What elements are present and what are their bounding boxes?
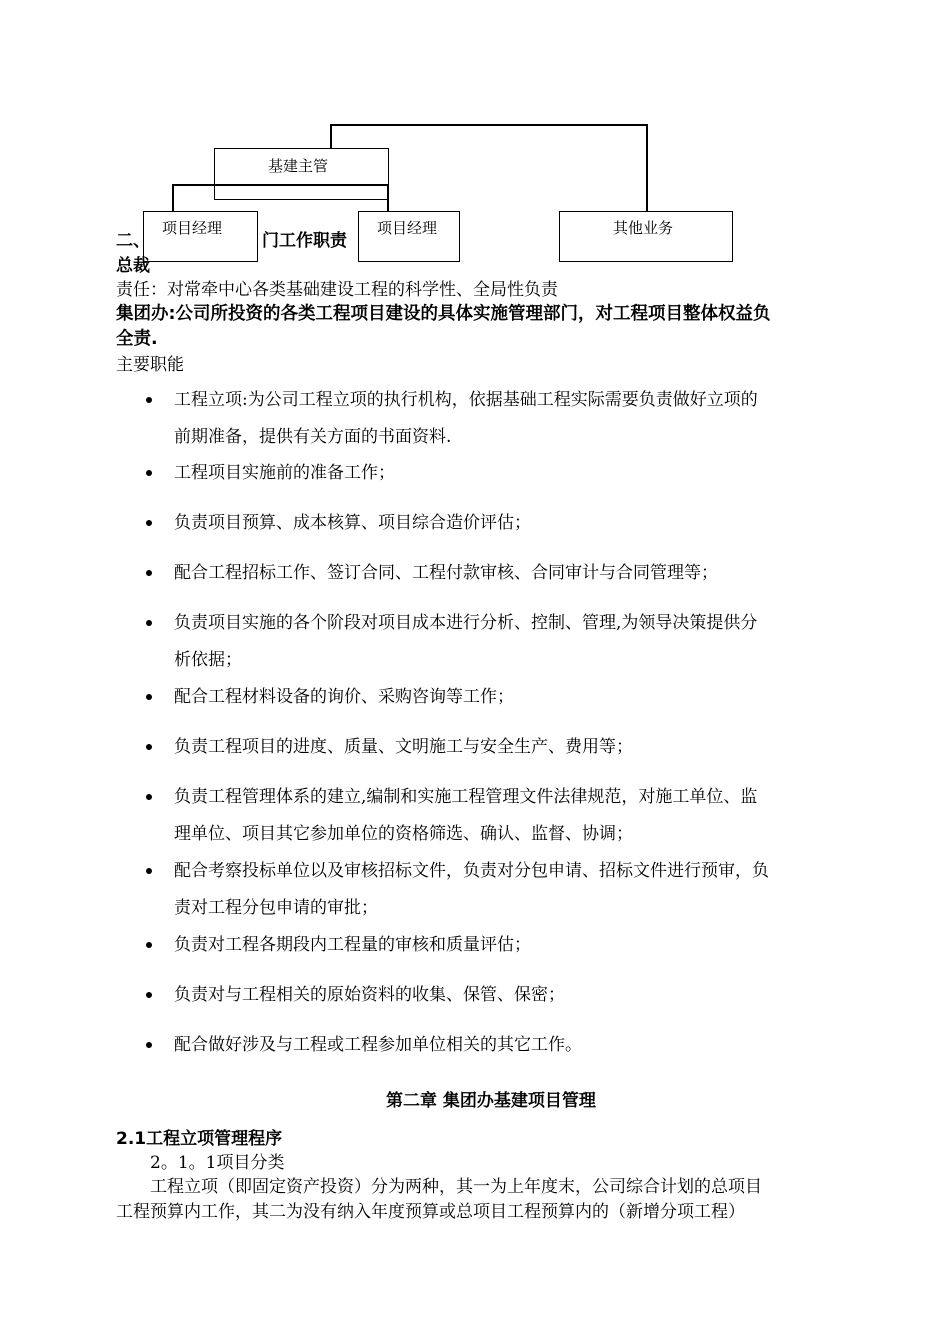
list-item: 配合工程招标工作、签订合同、工程付款审核、合同审计与合同管理等；: [174, 563, 718, 583]
bullet-icon: [146, 744, 152, 750]
group-office-line1: 集团办:公司所投资的各类工程项目建设的具体实施管理部门，对工程项目整体权益负: [116, 304, 771, 324]
paragraph-line1: 工程立项（即固定资产投资）分为两种，其一为上年度末，公司综合计划的总项目: [150, 1177, 762, 1197]
section-2-1-heading: 2.1工程立项管理程序: [116, 1129, 283, 1149]
connector: [172, 184, 174, 211]
bullet-icon: [146, 694, 152, 700]
bullet-icon: [146, 942, 152, 948]
list-item: 工程项目实施前的准备工作；: [174, 463, 395, 483]
group-office-line2: 全责.: [116, 329, 158, 349]
org-box-head-label: 基建主管: [268, 157, 329, 175]
bullet-icon: [146, 470, 152, 476]
list-item: 配合做好涉及与工程或工程参加单位相关的其它工作。: [174, 1035, 582, 1055]
list-item: 负责项目实施的各个阶段对项目成本进行分析、控制、管理,为领导决策提供分 析依据；: [174, 613, 758, 670]
org-box-pm-left-label: 项目经理: [162, 219, 223, 237]
list-item: 配合工程材料设备的询价、采购咨询等工作；: [174, 687, 514, 707]
bullet-icon: [146, 1042, 152, 1048]
list-item: 负责对与工程相关的原始资料的收集、保管、保密；: [174, 985, 565, 1005]
list-item: 配合考察投标单位以及审核招标文件，负责对分包申请、招标文件进行预审，负 责对工程分包申请的审批；: [174, 861, 769, 918]
list-item: 负责工程项目的进度、质量、文明施工与安全生产、费用等；: [174, 737, 633, 757]
section-heading-tail: 门工作职责: [262, 231, 347, 251]
president-label: 总裁: [116, 256, 150, 276]
connector: [330, 124, 647, 126]
chapter-title: 第二章 集团办基建项目管理: [386, 1091, 596, 1111]
org-box-other-label: 其他业务: [613, 219, 674, 237]
bullet-icon: [146, 570, 152, 576]
section-heading-prefix: 二、: [116, 231, 150, 251]
president-duty: 责任：对常牵中心各类基础建设工程的科学性、全局性负责: [116, 280, 558, 300]
bullet-icon: [146, 620, 152, 626]
main-functions-label: 主要职能: [116, 355, 184, 375]
bullet-icon: [146, 794, 152, 800]
subsection-2-1-1: 2。1。1项目分类: [150, 1153, 285, 1173]
bullet-icon: [146, 520, 152, 526]
org-box-pm-right-label: 项目经理: [377, 219, 438, 237]
list-item: 负责项目预算、成本核算、项目综合造价评估；: [174, 513, 531, 533]
connector: [330, 124, 332, 148]
list-item: 负责对工程各期段内工程量的审核和质量评估；: [174, 935, 531, 955]
connector: [646, 124, 648, 211]
list-item: 负责工程管理体系的建立,编制和实施工程管理文件法律规范，对施工单位、监 理单位、项目其它参加单位的资格筛选、确认、监督、协调；: [174, 787, 758, 844]
bullet-icon: [146, 868, 152, 874]
bullet-icon: [146, 992, 152, 998]
list-item: 工程立项:为公司工程立项的执行机构，依据基础工程实际需要负责做好立项的 前期准备，提供有关方面的书面资料.: [174, 390, 758, 447]
paragraph-line2: 工程预算内工作，其二为没有纳入年度预算或总项目工程预算内的（新增分项工程）: [116, 1202, 745, 1222]
bullet-icon: [146, 397, 152, 403]
